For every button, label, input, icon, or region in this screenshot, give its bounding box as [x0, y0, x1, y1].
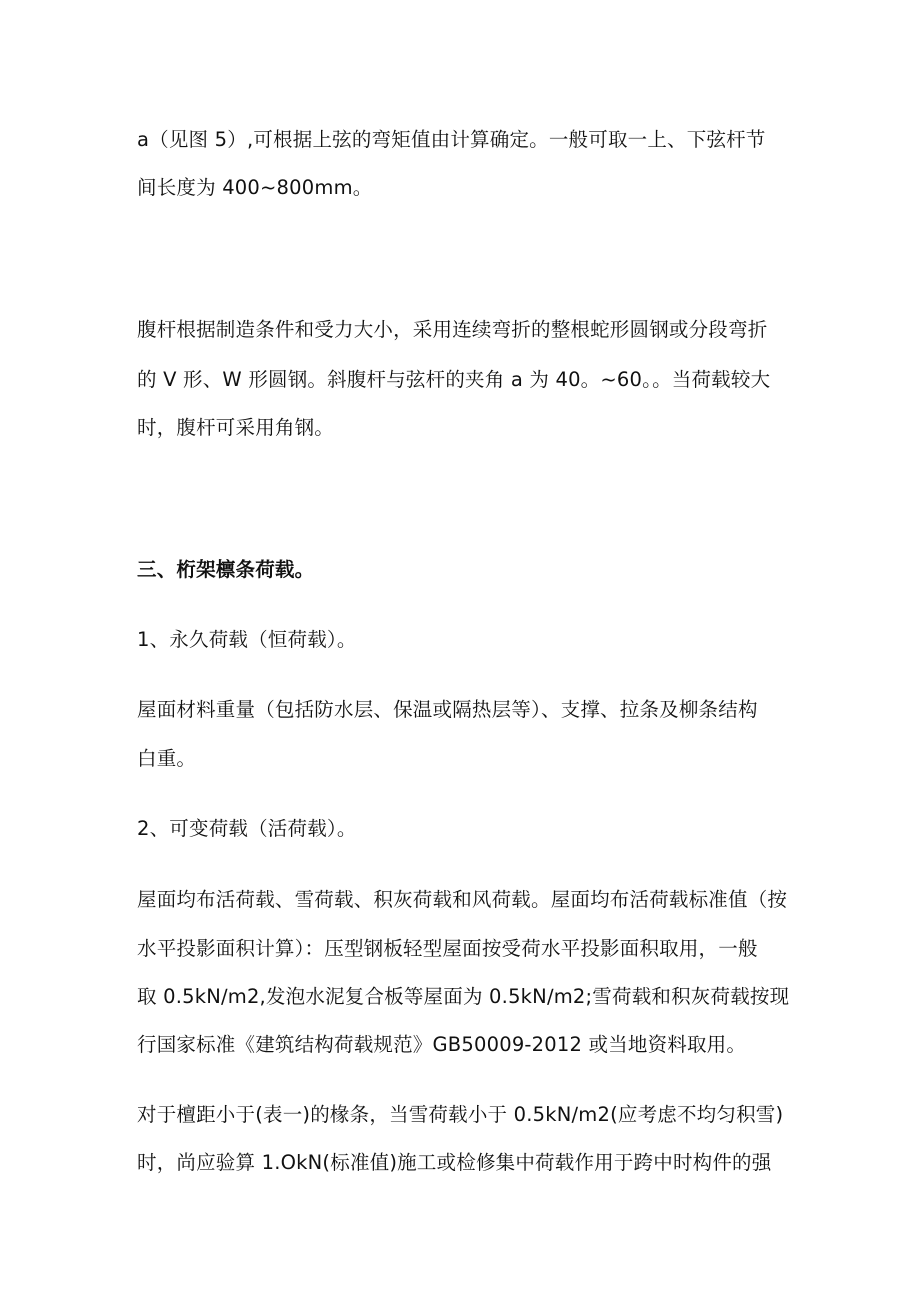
para2-line3: 时，腹杆可采用角钢。	[137, 416, 335, 439]
para5-line1: 对于檀距小于(表一)的椽条，当雪荷载小于 0.5kN∕m2(应考虑不均匀积雪)	[137, 1103, 784, 1126]
para2-line1: 腹杆根据制造条件和受力大小，采用连续弯折的整根蛇形圆钢或分段弯折	[137, 318, 768, 341]
para4-line3: 取 0.5kN∕m2,发泡水泥复合板等屋面为 0.5kN∕m2;雪荷载和积灰荷载按现	[137, 985, 790, 1008]
para4-line2: 水平投影面积计算）：压型钢板轻型屋面按受荷水平投影面积取用，一般	[137, 937, 758, 960]
para1-line2: 间长度为 400~800mm。	[137, 176, 373, 199]
item1-title: 1、永久荷载（恒荷载）。	[137, 628, 357, 651]
para5-line2: 时，尚应验算 1.OkN(标准值)施工或检修集中荷载作用于跨中时构件的强	[137, 1151, 772, 1174]
para3-line1: 屋面材料重量（包括防水层、保温或隔热层等）、支撑、拉条及柳条结构	[137, 698, 758, 721]
para4-line1: 屋面均布活荷载、雪荷载、积灰荷载和风荷载。屋面均布活荷载标准值（按	[137, 888, 788, 911]
para2-line2: 的 V 形、W 形圆钢。斜腹杆与弦杆的夹角 a 为 40。~60。。当荷载较大	[137, 368, 771, 391]
item2-title: 2、可变荷载（活荷载）。	[137, 817, 357, 840]
para4-line4: 行国家标准《建筑结构荷载规范》GB50009-2012 或当地资料取用。	[137, 1033, 747, 1056]
para3-line2: 白重。	[137, 747, 197, 770]
para1-line1: a（见图 5）,可根据上弦的弯矩值由计算确定。一般可取一上、下弦杆节	[137, 128, 766, 151]
section-heading: 三、桁架檩条荷载。	[137, 558, 315, 581]
